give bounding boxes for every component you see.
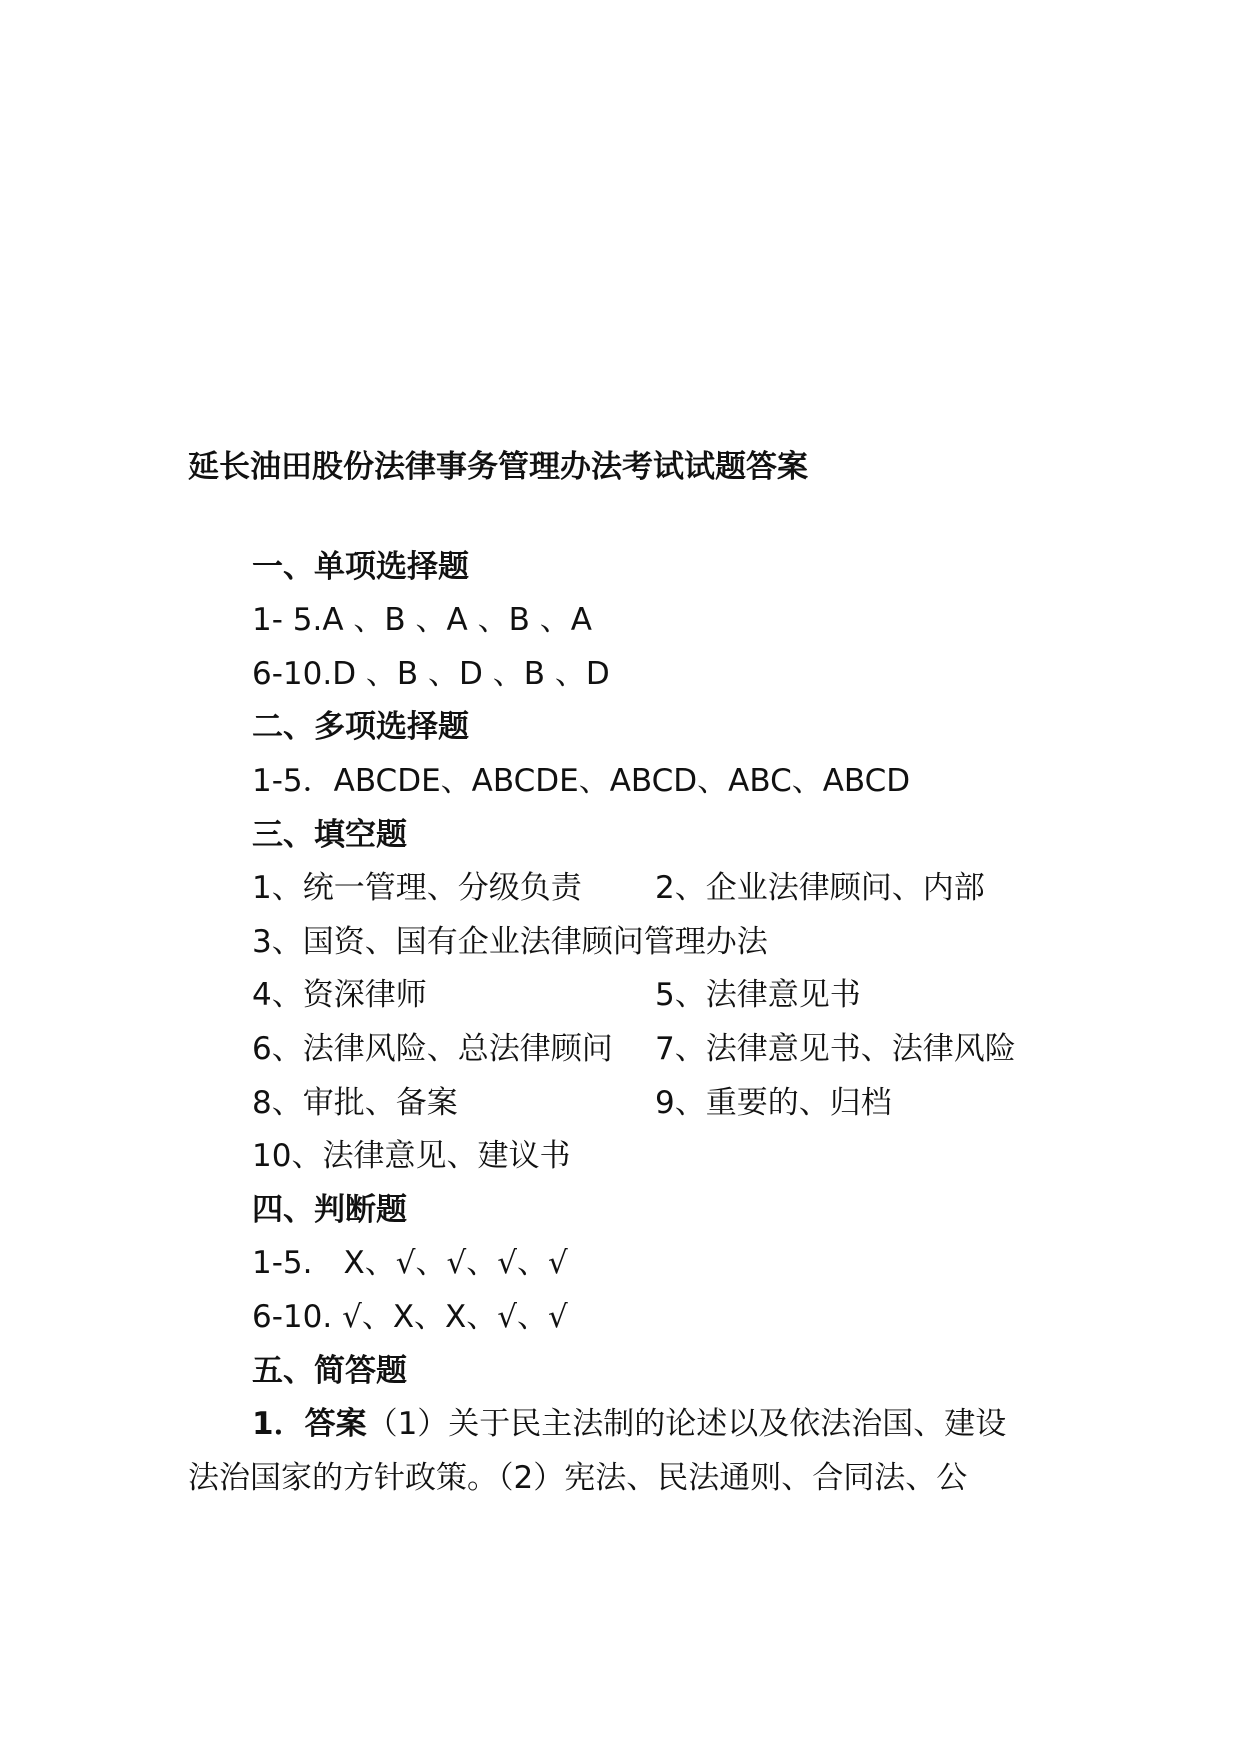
fill-in-answer: 1、统一管理、分级负责 (252, 870, 582, 906)
fill-in-answer: 8、审批、备案 (252, 1085, 458, 1121)
fill-in-answer: 6、法律风险、总法律顾问 (252, 1031, 613, 1067)
section-heading-true-false: 四、判断题 (252, 1192, 407, 1228)
section-heading-single-choice: 一、单项选择题 (252, 549, 469, 585)
fill-in-answer: 7、法律意见书、法律风险 (655, 1031, 1016, 1067)
answer-line: 1- 5.A 、B 、A 、B 、A (252, 602, 592, 638)
short-answer-paragraph-continued: 法治国家的方针政策。（2）宪法、民法通则、合同法、公 (188, 1460, 968, 1496)
answer-line: 6-10. √、X、X、√、√ (252, 1299, 568, 1335)
fill-in-answer: 5、法律意见书 (655, 977, 861, 1013)
answer-label: 1．答案 (252, 1406, 367, 1442)
section-heading-multiple-choice: 二、多项选择题 (252, 709, 469, 745)
fill-in-answer: 10、法律意见、建议书 (252, 1138, 571, 1174)
section-heading-short-answer: 五、简答题 (252, 1353, 407, 1389)
short-answer-paragraph (252, 1395, 1006, 1453)
answer-line: 1-5. X、√、√、√、√ (252, 1245, 568, 1281)
answer-text: （1）关于民主法制的论述以及依法治国、建设 (366, 1406, 1007, 1442)
fill-in-answer: 2、企业法律顾问、内部 (655, 870, 985, 906)
answer-line: 6-10.D 、B 、D 、B 、D (252, 656, 610, 692)
answer-line: 1-5．ABCDE、ABCDE、ABCD、ABC、ABCD (252, 763, 911, 799)
fill-in-answer: 9、重要的、归档 (655, 1085, 892, 1121)
section-heading-fill-in: 三、填空题 (252, 817, 407, 853)
fill-in-answer: 4、资深律师 (252, 977, 427, 1013)
fill-in-answer: 3、国资、国有企业法律顾问管理办法 (252, 924, 768, 960)
document-title: 延长油田股份法律事务管理办法考试试题答案 (188, 449, 808, 485)
